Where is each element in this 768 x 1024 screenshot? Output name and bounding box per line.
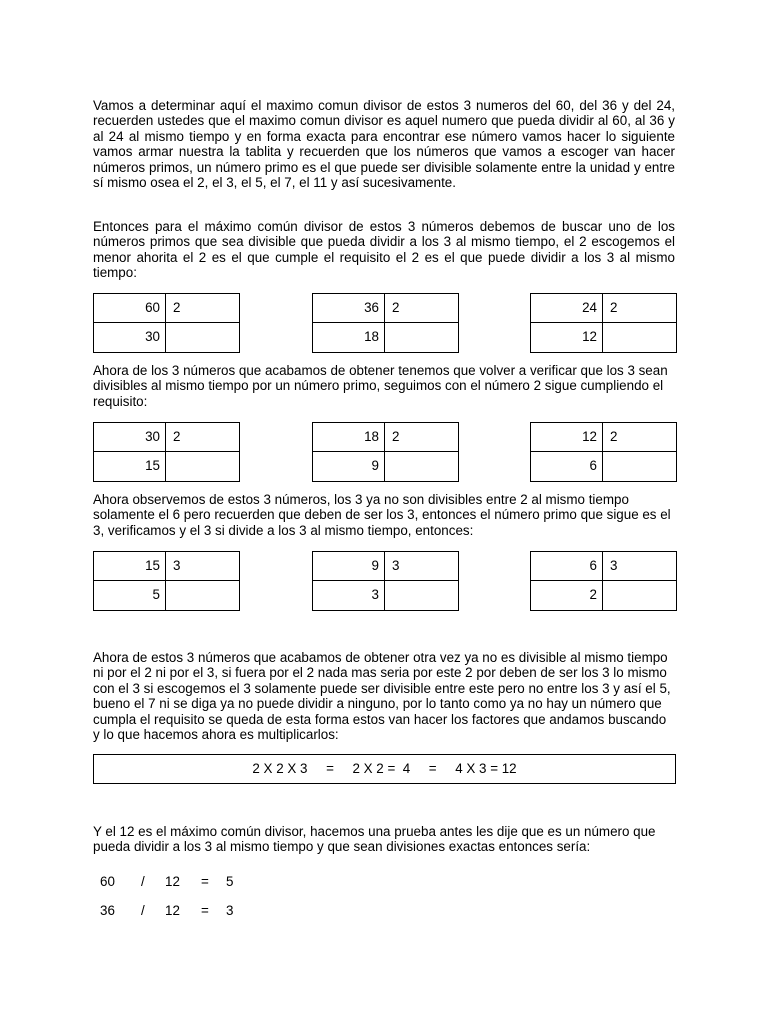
table-number: 24 (582, 300, 597, 315)
paragraph-intro: Vamos a determinar aquí el maximo comun divisor de estos 3 numeros del 60, del 36 y del 24, recuerden ustedes que el maximo comun divisor es aquel numero que pueda dividir al 60, al 36 y al 24 al mismo tiempo y en forma exacta para encontrar ese número vamos hacer lo siguiente vamos armar nuestra la tablita y recuerden que los números que vamos a escoger van hacer números primos, un número primo es el que puede ser divisible solamente entre la unidad y entre sí mismo osea el 2, el 3, el 5, el 7, el 11 y así sucesivamente. (93, 98, 675, 191)
table-number: 18 (364, 429, 379, 444)
divisor: 12 (165, 874, 180, 889)
paragraph-second-step: Ahora de los 3 números que acabamos de obtener tenemos que volver a verificar que los 3 sean divisibles al mismo tiempo por un número primo, seguimos con el número 2 sigue cumpliendo el requisito: (93, 363, 668, 409)
table-result: 18 (364, 329, 379, 344)
equals-sign: = (201, 903, 209, 918)
division-row-3 (0, 551, 768, 611)
table-divisor: 2 (173, 300, 181, 315)
table-result: 30 (145, 329, 160, 344)
equals-sign: = (201, 874, 209, 889)
division-table (93, 551, 240, 611)
paragraph-first-prime: Entonces para el máximo común divisor de estos 3 números debemos de buscar uno de los números primos que sea divisible que pueda dividir a los 3 al mismo tiempo, el 2 escogemos el menor ahorita el 2 es el que cumple el requisito el 2 es el que puede dividir a los 3 al mismo tiempo: (93, 219, 675, 281)
table-divisor: 2 (610, 300, 618, 315)
division-check (0, 901, 400, 921)
division-row-1 (0, 293, 768, 353)
dividend: 60 (100, 874, 115, 889)
table-divisor: 3 (392, 558, 400, 573)
table-result: 15 (145, 458, 160, 473)
division-table (93, 422, 240, 482)
division-table (530, 551, 677, 611)
division-row-2 (0, 422, 768, 482)
table-number: 30 (145, 429, 160, 444)
table-divisor: 2 (173, 429, 181, 444)
division-table (530, 293, 677, 353)
paragraph-conclusion: Y el 12 es el máximo común divisor, hacemos una prueba antes les dije que es un número que pueda dividir a los 3 al mismo tiempo y que sean divisiones exactas entonces sería: (93, 824, 656, 855)
table-divisor: 2 (392, 300, 400, 315)
table-result: 3 (371, 587, 379, 602)
division-table (312, 422, 459, 482)
division-table (93, 293, 240, 353)
table-result: 5 (152, 587, 160, 602)
quotient: 3 (226, 903, 234, 918)
table-divisor: 2 (392, 429, 400, 444)
division-check (0, 872, 400, 892)
table-number: 60 (145, 300, 160, 315)
dividend: 36 (100, 903, 115, 918)
table-divisor: 3 (610, 558, 618, 573)
division-table (312, 551, 459, 611)
division-table (530, 422, 677, 482)
division-table (312, 293, 459, 353)
table-result: 9 (371, 458, 379, 473)
divide-sign: / (141, 874, 145, 889)
table-result: 2 (589, 587, 597, 602)
multiplication-box: 2 X 2 X 3 = 2 X 2 = 4 = 4 X 3 = 12 (93, 754, 676, 784)
table-number: 9 (371, 558, 379, 573)
table-divisor: 2 (610, 429, 618, 444)
table-result: 6 (589, 458, 597, 473)
paragraph-third-step: Ahora observemos de estos 3 números, los 3 ya no son divisibles entre 2 al mismo tiempo solamente el 6 pero recuerden que deben de ser los 3, entonces el número primo que sigue es el 3, verificamos y el 3 si divide a los 3 al mismo tiempo, entonces: (93, 492, 671, 538)
table-number: 6 (589, 558, 597, 573)
table-number: 15 (145, 558, 160, 573)
divisor: 12 (165, 903, 180, 918)
table-number: 12 (582, 429, 597, 444)
table-divisor: 3 (173, 558, 181, 573)
table-number: 36 (364, 300, 379, 315)
paragraph-factors: Ahora de estos 3 números que acabamos de obtener otra vez ya no es divisible al mismo tiempo ni por el 2 ni por el 3, si fuera por el 2 nada mas seria por este 2 por deben de ser los 3 lo mismo con el 3 si escogemos el 3 solamente puede ser divisible entre este pero no entre los 3 y así el 5, bueno el 7 ni se diga ya no puede dividir a ninguno, por lo tanto como ya no hay un número que cumpla el requisito se queda de esta forma estos van hacer los factores que andamos buscando y lo que hacemos ahora es multiplicarlos: (93, 650, 671, 743)
quotient: 5 (226, 874, 234, 889)
table-result: 12 (582, 329, 597, 344)
divide-sign: / (141, 903, 145, 918)
